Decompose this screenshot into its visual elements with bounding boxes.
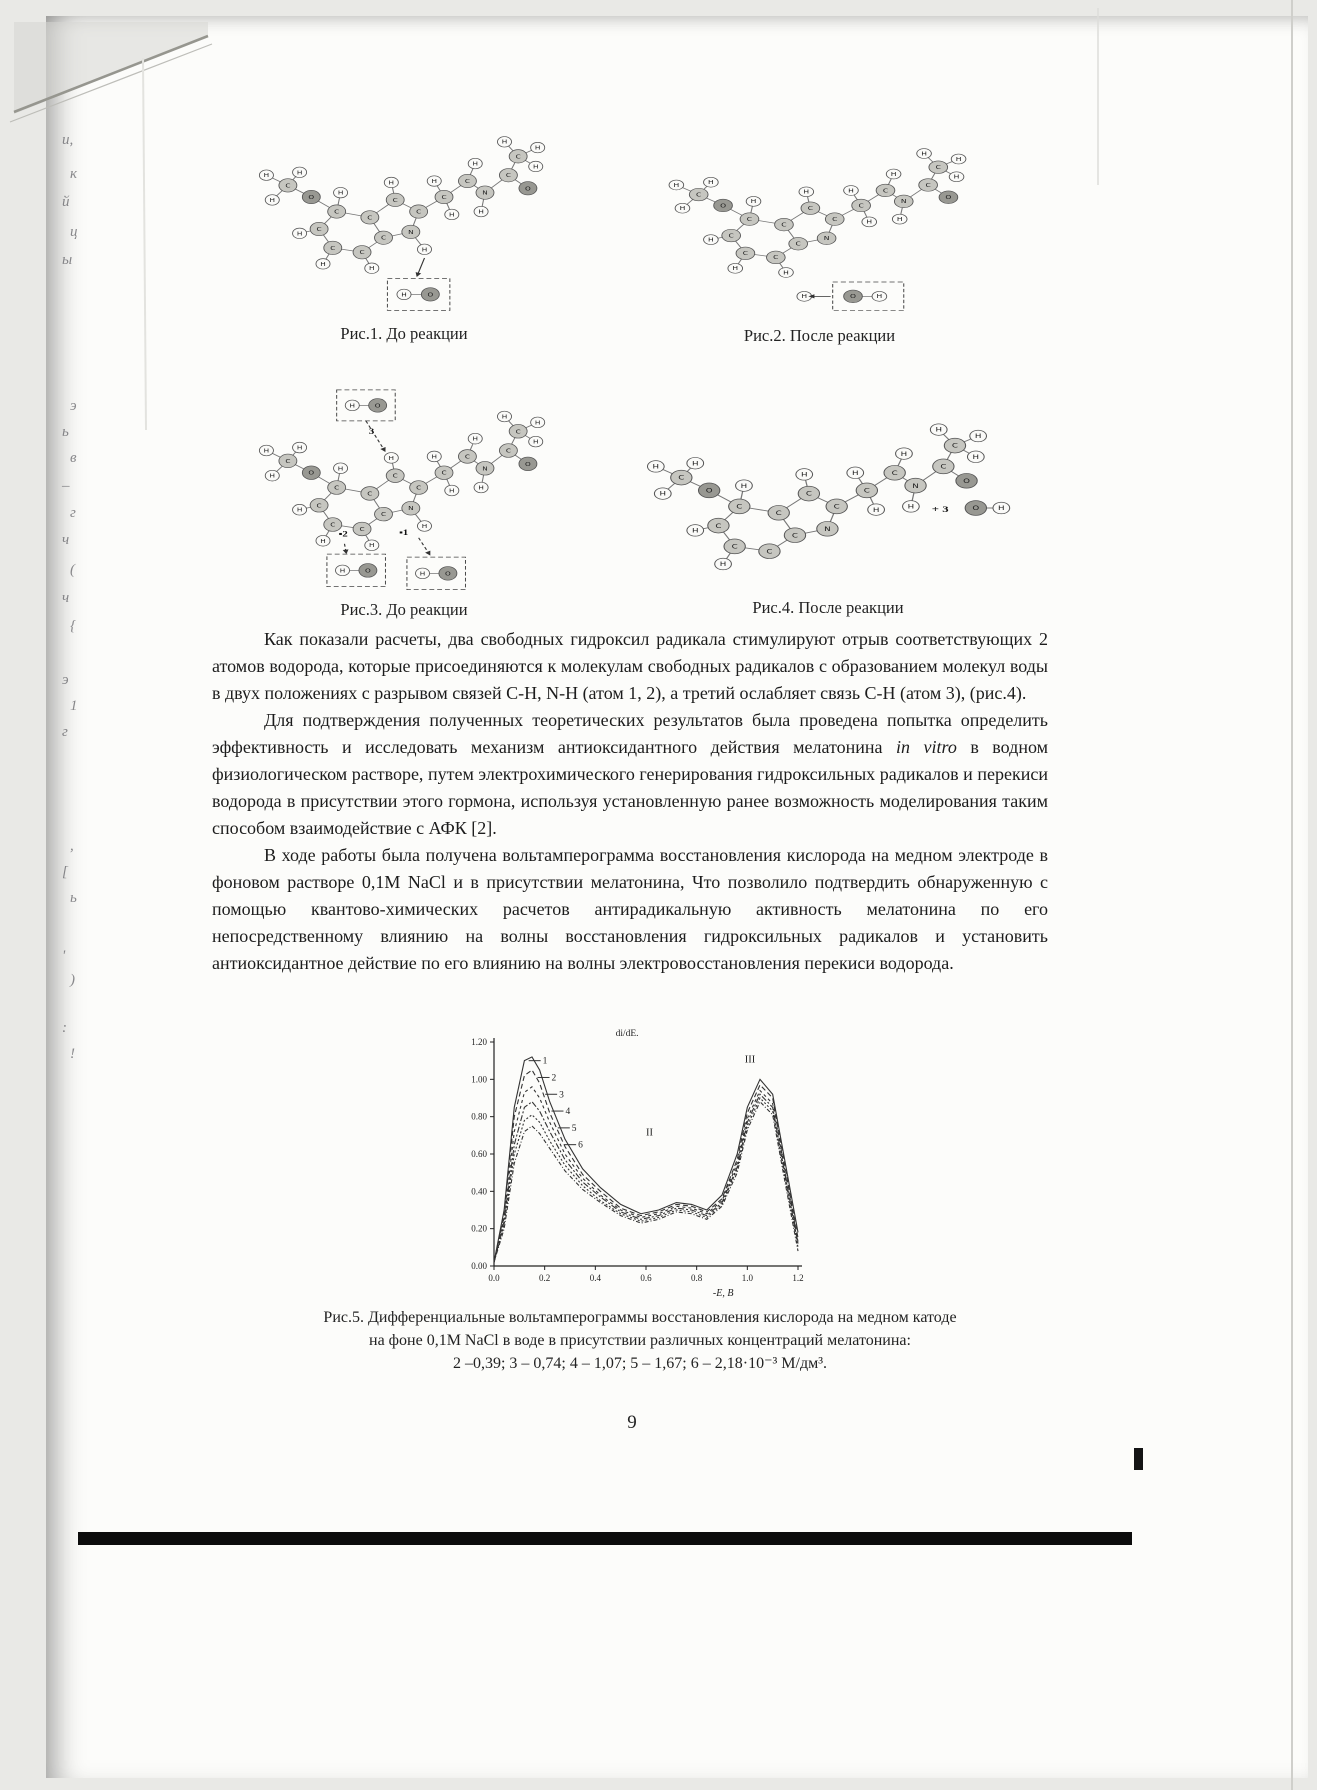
margin-letter: ь (62, 424, 69, 440)
atom-label: H (472, 160, 478, 168)
series-curve-1 (494, 1054, 798, 1262)
y-tick-label: 0.20 (471, 1223, 487, 1234)
atom-label: C (392, 472, 398, 480)
y-tick-label: 0.80 (471, 1111, 487, 1122)
atom-label: C (441, 469, 447, 477)
atom-label: C (807, 205, 814, 212)
atom-label: C (775, 509, 782, 517)
margin-letter: г (70, 505, 76, 521)
atom-label: C (858, 202, 864, 209)
margin-letter: и, (62, 132, 74, 148)
atom-label: H (732, 265, 739, 272)
figure-5-caption-line-3: 2 –0,39; 3 – 0,74; 4 – 1,07; 5 – 1,67; 6 – 2,18·10⁻³ М/дм³. (452, 1355, 828, 1372)
atom-label: H (296, 444, 303, 452)
arrow-head (425, 551, 430, 556)
atom-label: H (263, 447, 270, 455)
atom-label: C (742, 250, 749, 257)
margin-letter: – (62, 478, 70, 494)
atom-label: H (534, 419, 541, 427)
atom-label: N (408, 228, 414, 236)
atom-label: H (431, 453, 438, 461)
margin-letter: ! (70, 1046, 75, 1062)
arrow-head (416, 272, 422, 277)
atom-label: H (401, 291, 407, 299)
site-label: ▪1 (399, 528, 409, 538)
atom-label: O (445, 570, 451, 578)
curve-label: 3 (559, 1090, 564, 1101)
paragraph-2-italic: in vitro (896, 737, 957, 757)
atom-label: O (525, 185, 531, 192)
atom-label: H (534, 144, 541, 152)
atom-label: O (720, 202, 727, 209)
y-tick-label: 0.00 (471, 1261, 487, 1271)
atom-label: C (766, 547, 773, 555)
atom-label: C (951, 442, 958, 450)
x-axis-title: -E, В (712, 1288, 734, 1299)
paragraph-2-a: Для подтверждения полученных теоретических результатов была проведена попытка определить эффективность и исследовать механизм антиоксидантного действия мелатонина (212, 710, 1048, 757)
article-text (212, 626, 1048, 977)
y-tick-label: 0.40 (471, 1186, 487, 1197)
atom-label: H (974, 432, 982, 440)
atom-label: C (392, 196, 398, 204)
atom-label: H (890, 171, 897, 178)
atom-label: H (419, 570, 426, 578)
atom-label: C (696, 191, 702, 198)
atom-label: N (900, 198, 907, 205)
atom-label: H (388, 179, 395, 187)
curve-label: 5 (571, 1123, 577, 1134)
atom-label: H (449, 211, 455, 219)
atom-label: H (921, 150, 927, 157)
margin-letter: г (62, 724, 68, 740)
atom-label: H (501, 413, 508, 421)
margin-letter: ы (62, 252, 73, 268)
atom-label: H (783, 269, 789, 276)
atom-label: H (679, 205, 686, 212)
reaction-arrow (344, 544, 345, 551)
margin-letter: ) (70, 972, 75, 988)
atom-label: H (896, 216, 903, 223)
margin-letter: 1 (70, 698, 78, 714)
atom-label: H (800, 470, 808, 479)
atom-label: O (963, 477, 970, 485)
atom-label: C (773, 254, 779, 261)
series-curve-3 (494, 1087, 798, 1262)
atom-label: H (472, 435, 478, 443)
atom-label: N (823, 235, 830, 242)
atom-label: H (659, 490, 667, 498)
atom-label: C (464, 453, 470, 461)
atom-label: H (337, 465, 344, 472)
curve-label: 6 (578, 1140, 583, 1151)
atom-label: H (876, 293, 883, 300)
atom-label: H (998, 504, 1005, 512)
atom-label: H (972, 453, 980, 461)
site-label: 3 (368, 428, 375, 437)
atom-label: C (882, 187, 889, 194)
atom-label: H (296, 169, 303, 176)
atom-label: H (872, 506, 880, 514)
atom-label: O (374, 402, 381, 410)
voltammogram-chart (448, 1026, 810, 1300)
x-tick-label: 0.2 (539, 1273, 551, 1283)
atom-label: C (416, 208, 422, 216)
atom-label: C (334, 208, 340, 216)
y-axis-title: di/dE. (615, 1029, 639, 1039)
atom-label: C (330, 244, 336, 252)
atom-label: O (427, 291, 434, 299)
atom-label: H (750, 198, 757, 205)
margin-letter: , (70, 838, 74, 854)
paragraph-2-b: в водном физиологическом растворе, путем электрохимического генерирования гидроксильных радикалов и перекиси водорода в присутствии этого гормона, используя установленную ранее возможность моделирования таким способом взаимодействие с АФК [2]. (212, 737, 1048, 838)
atom-label: H (719, 560, 727, 568)
margin-letter: ч (62, 532, 70, 548)
region-label: III (744, 1054, 756, 1066)
paragraph-1: Как показали расчеты, два свободных гидроксил радикала стимулируют отрыв соответствующих 2 атомов водорода, которые присоединяются к молекулам свободных радикалов с образованием молекул воды в двух положениях с разрывом связей C-H, N-H (атом 1, 2), а третий ослабляет связь C-H (атом 3), (рис.4). (212, 629, 1048, 703)
atom-label: H (955, 156, 962, 163)
atom-label: H (866, 218, 873, 226)
atom-label: H (369, 265, 375, 272)
y-tick-label: 1.00 (471, 1074, 487, 1085)
atom-label: O (525, 460, 531, 468)
margin-letter: э (62, 672, 69, 688)
atom-label: C (731, 542, 738, 551)
atom-label: H (269, 196, 276, 204)
site-label: + 3 (931, 504, 949, 515)
atom-label: H (478, 208, 484, 216)
atom-label: C (715, 522, 722, 530)
arrow-head (380, 447, 385, 452)
atom-label: H (369, 542, 375, 549)
atom-label: C (795, 240, 801, 248)
atom-label: C (940, 462, 947, 471)
atom-label: C (330, 521, 336, 529)
atom-label: H (421, 246, 428, 253)
figure-2-caption: Рис.2. После реакции (743, 326, 896, 345)
y-tick-label: 0.60 (471, 1149, 487, 1159)
atom-label: N (912, 482, 919, 490)
atom-label: H (263, 172, 270, 179)
curve-label: 1 (542, 1056, 548, 1067)
margin-letter: э (70, 398, 77, 414)
atom-label: H (349, 402, 356, 410)
x-tick-label: 0.4 (589, 1273, 601, 1283)
atom-label: H (421, 522, 428, 530)
reaction-arrow (418, 258, 424, 273)
atom-label: H (337, 189, 344, 197)
atom-label: H (269, 472, 276, 480)
margin-letter: ' (62, 948, 66, 964)
molecule-figure-after-reaction-4 (628, 388, 1028, 584)
atom-label: H (953, 173, 960, 181)
atom-label: H (320, 260, 326, 268)
atom-label: C (316, 225, 322, 233)
atom-label: C (925, 182, 931, 189)
margin-letter: ь (70, 890, 77, 906)
x-tick-label: 1.2 (792, 1273, 804, 1283)
atom-label: C (891, 469, 898, 477)
atom-label: C (367, 490, 373, 498)
paragraph-2 (212, 707, 1048, 842)
x-tick-label: 0.0 (488, 1273, 500, 1283)
atom-label: H (449, 487, 455, 495)
atom-label: O (308, 469, 315, 477)
margin-letter: к (70, 166, 78, 182)
atom-label: H (900, 450, 908, 458)
curve-label: 4 (565, 1107, 571, 1118)
y-tick-label: 1.20 (471, 1037, 487, 1047)
atom-label: H (708, 236, 714, 244)
atom-label: H (708, 179, 714, 186)
atom-label: C (791, 531, 798, 539)
reaction-arrow (419, 538, 429, 552)
margin-letter: ( (70, 562, 75, 578)
atom-label: C (334, 484, 340, 492)
atom-label: C (832, 216, 838, 223)
figure-5-caption-line-1: Рис.5. Дифференциальные вольтамперограммы восстановления кислорода на медном катоде (323, 1309, 957, 1326)
atom-label: H (691, 526, 699, 535)
figure-3-caption: Рис.3. До реакции (340, 600, 468, 619)
atom-label: H (320, 537, 326, 545)
atom-label: C (515, 428, 521, 435)
figure-4-caption: Рис.4. После реакции (752, 598, 904, 617)
atom-label: H (296, 230, 303, 237)
atom-label: H (907, 502, 915, 511)
atom-label: C (935, 164, 941, 171)
atom-label: C (359, 249, 365, 256)
atom-label: N (824, 525, 831, 533)
atom-label: H (673, 182, 680, 189)
paragraph-3: В ходе работы была получена вольтамперограмма восстановления кислорода на медном электроде в фоновом растворе 0,1М NaCl и в присутствии мелатонина, Что позволило подтвердить обнаруженную с помощью квантово-химических расчетов антирадикальную активность мелатонина по его непосредственному влиянию на волны восстановления гидроксильных радикалов и установить антиоксидантное действие по его влиянию на волны электровосстановления перекиси водорода. (212, 845, 1048, 973)
margin-letter: [ (62, 864, 68, 880)
figure-5-caption (278, 1306, 1002, 1375)
atom-label: H (296, 506, 303, 514)
site-label: ▪2 (338, 530, 348, 539)
atom-label: C (441, 193, 447, 201)
margin-letter: й (62, 194, 70, 210)
x-tick-label: 0.6 (640, 1273, 652, 1283)
margin-letter: ц (70, 224, 78, 240)
atom-label: C (833, 502, 840, 511)
x-tick-label: 0.8 (691, 1273, 703, 1283)
atom-label: C (285, 457, 291, 465)
atom-label: C (380, 511, 387, 518)
atom-label: H (388, 454, 395, 462)
atom-label: C (678, 474, 685, 482)
atom-label: C (736, 502, 743, 511)
atom-label: H (740, 482, 748, 490)
region-label: II (646, 1127, 653, 1139)
atom-label: C (863, 486, 870, 495)
atom-label: H (478, 484, 484, 492)
atom-label: H (652, 462, 660, 471)
atom-label: C (728, 232, 734, 239)
x-tick-label: 1.0 (741, 1273, 753, 1283)
figure-5-caption-line-2: на фоне 0,1М NaCl в воде в присутствии различных концентраций мелатонина: (369, 1332, 911, 1349)
atom-label: C (746, 216, 753, 223)
atom-label: C (367, 214, 373, 222)
curve-label: 2 (551, 1073, 557, 1084)
series-curve-5 (494, 1098, 798, 1262)
atom-label: H (848, 187, 854, 194)
atom-label: N (482, 465, 488, 472)
atom-label: C (316, 502, 322, 509)
page-number: 9 (627, 1412, 637, 1433)
arrow-head (343, 549, 349, 554)
atom-label: C (359, 525, 365, 533)
atom-label: C (505, 172, 511, 179)
margin-letter: { (70, 618, 76, 634)
atom-label: H (851, 469, 859, 477)
atom-label: O (705, 486, 713, 495)
atom-label: H (935, 426, 942, 434)
margin-letter: : (62, 1020, 67, 1036)
molecule-figure-after-reaction-2 (652, 118, 987, 323)
atom-label: H (803, 188, 810, 196)
atom-label: C (464, 177, 470, 185)
atom-label: C (285, 182, 291, 190)
atom-label: C (416, 484, 422, 492)
atom-label: O (850, 293, 856, 300)
atom-label: H (532, 163, 539, 171)
molecule-figure-before-reaction-3 (243, 378, 565, 600)
atom-label: H (691, 459, 699, 467)
atom-label: H (339, 567, 346, 575)
figure-1-caption: Рис.1. До реакции (340, 324, 468, 343)
atom-label: H (532, 438, 539, 446)
atom-label: C (805, 490, 812, 498)
margin-letter: в (70, 450, 77, 466)
series-curve-2 (494, 1070, 798, 1262)
atom-label: H (501, 138, 508, 146)
molecule-figure-before-reaction-1 (243, 104, 565, 322)
atom-label: H (801, 293, 808, 300)
atom-label: O (308, 193, 315, 201)
atom-label: C (515, 153, 521, 160)
atom-label: N (482, 189, 488, 197)
atom-label: N (408, 505, 414, 512)
atom-label: O (945, 194, 952, 201)
atom-label: C (505, 447, 511, 455)
atom-label: O (972, 504, 980, 512)
margin-letter: ч (62, 590, 70, 606)
atom-label: O (365, 567, 371, 575)
atom-label: H (431, 177, 437, 185)
series-curve-6 (494, 1102, 798, 1263)
atom-label: C (380, 234, 387, 242)
atom-label: C (781, 221, 787, 229)
